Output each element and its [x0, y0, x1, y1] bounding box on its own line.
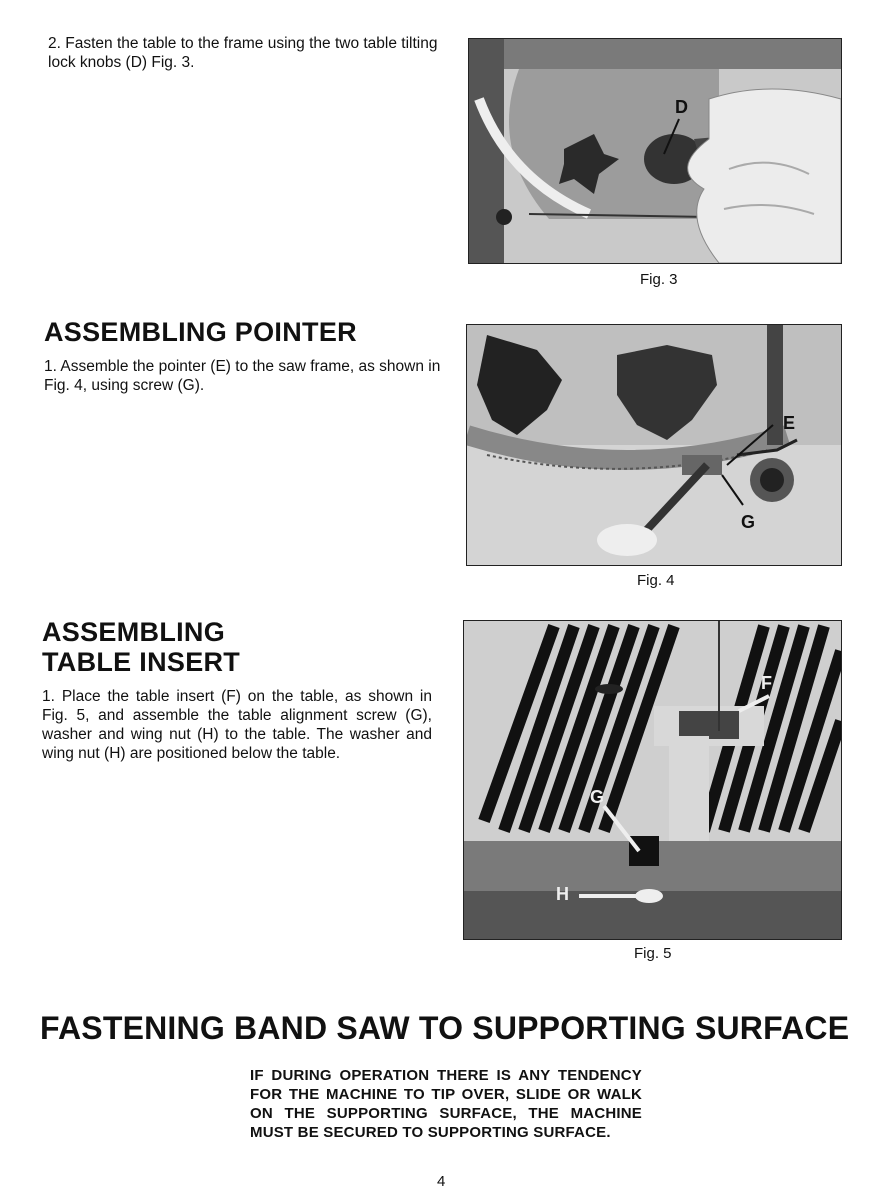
step-text: Assemble the pointer (E) to the saw frame, as shown in Fig. 4, using screw (G).: [44, 358, 441, 394]
figure-5-photo: [463, 620, 842, 940]
fastening-warning: IF DURING OPERATION THERE IS ANY TENDENCY FOR THE MACHINE TO TIP OVER, SLIDE OR WALK ON THE SUPPORTING SURFACE, THE MACHINE MUST BE SECURED TO SUPPORTING SURFACE.: [250, 1067, 642, 1141]
fig3-label-d: D: [675, 97, 688, 117]
section-heading-line-2: TABLE INSERT: [42, 647, 241, 677]
step-number: 2.: [48, 35, 61, 52]
fig5-illustration: [464, 621, 841, 939]
fig5-caption: Fig. 5: [634, 945, 672, 962]
fig3-illustration: [469, 39, 841, 263]
fig5-label-h: H: [556, 884, 569, 904]
fig4-label-e: E: [783, 413, 796, 433]
step-number: 1.: [44, 358, 57, 375]
step-text: Fasten the table to the frame using the two table tilting lock knobs (D) Fig. 3.: [48, 35, 438, 71]
section-table-insert: [42, 617, 432, 763]
figure-3-photo: [468, 38, 842, 264]
fig4-illustration: [467, 325, 841, 565]
fig5-label-f: F: [761, 673, 772, 693]
section-heading: ASSEMBLING POINTER: [44, 317, 357, 347]
fig4-caption: Fig. 4: [637, 572, 675, 589]
fig5-label-g: G: [590, 787, 605, 807]
step-fasten-table: [48, 34, 438, 72]
step-number: 1.: [42, 688, 55, 705]
section-fastening-heading: FASTENING BAND SAW TO SUPPORTING SURFACE: [40, 1010, 850, 1046]
section-pointer: [44, 317, 444, 395]
fig3-caption: Fig. 3: [640, 271, 678, 288]
fig4-label-g: G: [741, 512, 756, 532]
page-number: 4: [437, 1173, 446, 1190]
step-text: Place the table insert (F) on the table, as shown in Fig. 5, and assemble the table alignment screw (G), washer and wing nut (H) to the table. The washer and wing nut (H) are positioned below the table.: [42, 688, 432, 762]
section-heading-line-1: ASSEMBLING: [42, 617, 226, 647]
figure-4-photo: [466, 324, 842, 566]
